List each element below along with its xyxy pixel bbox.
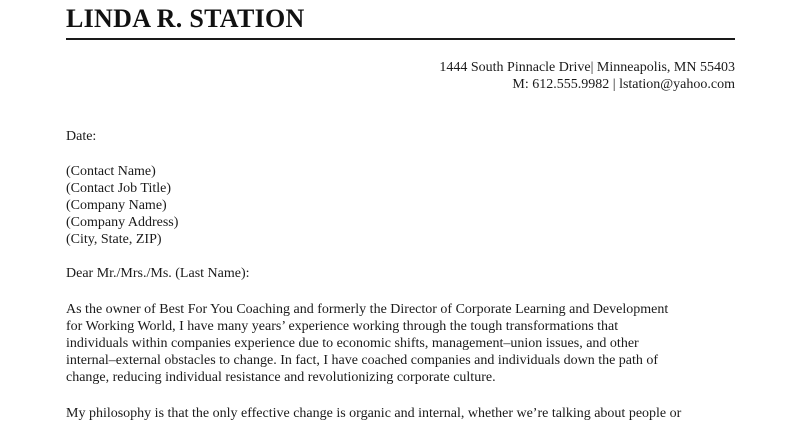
- salutation: Dear Mr./Mrs./Ms. (Last Name):: [66, 266, 250, 281]
- phone-email-line: M: 612.555.9982 | lstation@yahoo.com: [512, 77, 735, 92]
- recipient-block: [66, 163, 736, 248]
- header-divider: [66, 38, 735, 40]
- recipient-company-name: (Company Name): [66, 198, 167, 213]
- contact-block: [439, 59, 735, 93]
- recipient-city-state-zip: (City, State, ZIP): [66, 232, 162, 247]
- paragraph-1-line: individuals within companies experience due to economic shifts, management–union issues, and other: [66, 336, 639, 351]
- date-line: Date:: [66, 129, 97, 144]
- paragraph-1-line: As the owner of Best For You Coaching and formerly the Director of Corporate Learning and Development: [66, 302, 669, 317]
- recipient-job-title: (Contact Job Title): [66, 181, 172, 196]
- paragraph-1-line: for Working World, I have many years’ experience working through the tough transformations that: [66, 319, 619, 334]
- recipient-contact-name: (Contact Name): [66, 164, 156, 179]
- applicant-name: LINDA R. STATION: [66, 4, 305, 33]
- recipient-company-address: (Company Address): [66, 215, 179, 230]
- paragraph-2: My philosophy is that the only effective change is organic and internal, whether we’re talking about people or: [66, 406, 682, 421]
- paragraph-1-line: internal–external obstacles to change. In fact, I have coached companies and individuals down the path of: [66, 353, 659, 368]
- address-line: 1444 South Pinnacle Drive| Minneapolis, MN 55403: [439, 60, 735, 75]
- paragraph-1-line: change, reducing individual resistance and revolutionizing corporate culture.: [66, 370, 496, 385]
- paragraph-1: [66, 301, 738, 386]
